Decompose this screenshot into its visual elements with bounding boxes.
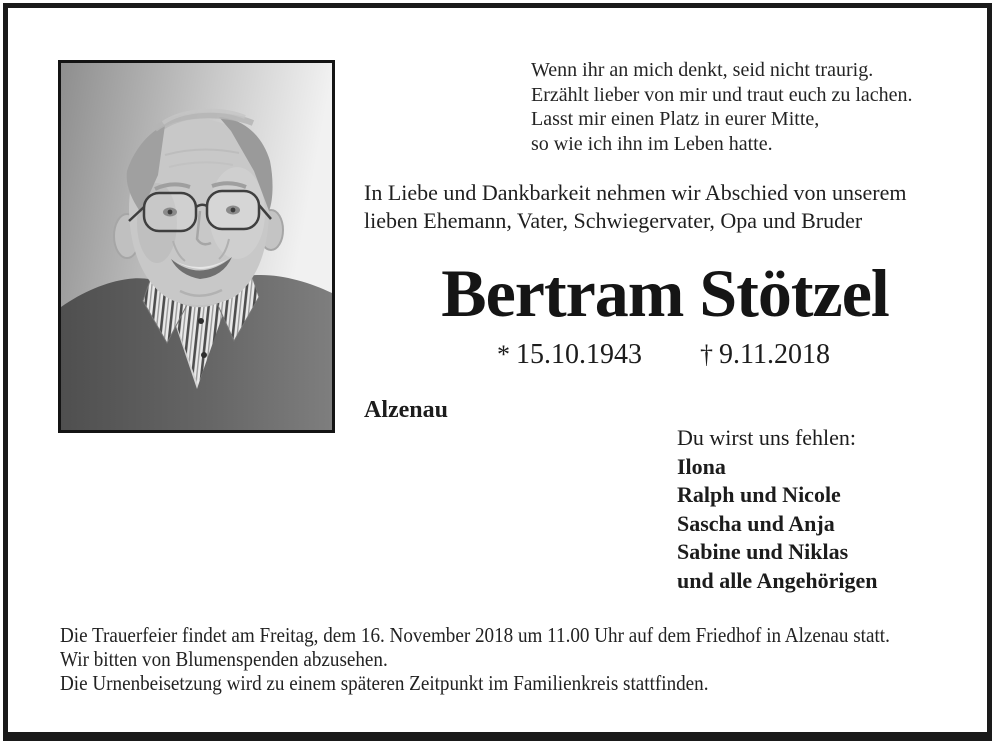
memorial-poem [531,58,913,156]
death-date-value: 9.11.2018 [719,339,830,370]
birth-date-value: 15.10.1943 [516,339,642,370]
asterisk-born-icon: * [497,340,510,369]
mourner-name: Sabine und Niklas [677,539,849,564]
mourner-name: Ralph und Nicole [677,482,841,507]
death-date [700,338,830,372]
city-name: Alzenau [364,397,448,423]
poem-line: so wie ich ihn im Leben hatte. [531,132,773,155]
mourner-name: Sascha und Anja [677,510,835,536]
deceased-name: Bertram Stötzel [441,255,889,331]
farewell-intro [364,179,907,235]
poem-line: Lasst mir einen Platz in eurer Mitte, [531,108,820,130]
cross-died-icon: † [700,340,713,369]
funeral-details [60,623,890,695]
funeral-details-line: Wir bitten von Blumenspenden abzusehen. [60,647,388,671]
funeral-details-line: Die Urnenbeisetzung wird zu einem späteren Zeitpunkt im Familienkreis stattfinden. [60,671,709,695]
portrait-photo [58,60,335,433]
birth-date [497,338,642,372]
farewell-intro-line: In Liebe und Dankbarkeit nehmen wir Abschied von unserem [364,180,907,205]
farewell-intro-line: lieben Ehemann, Vater, Schwiegervater, Opa und Bruder [364,208,863,233]
portrait-illustration [61,63,332,430]
poem-line: Wenn ihr an mich denkt, seid nicht traurig. [531,59,874,81]
mourner-name: Ilona [677,453,726,479]
funeral-details-line: Die Trauerfeier findet am Freitag, dem 16. November 2018 um 11.00 Uhr auf dem Friedhof in Alzenau statt. [60,623,890,647]
mourner-name: und alle Angehörigen [677,567,878,593]
mourners-heading: Du wirst uns fehlen: [677,425,857,450]
poem-line: Erzählt lieber von mir und traut euch zu lachen. [531,83,913,106]
mourners-list [677,424,877,595]
